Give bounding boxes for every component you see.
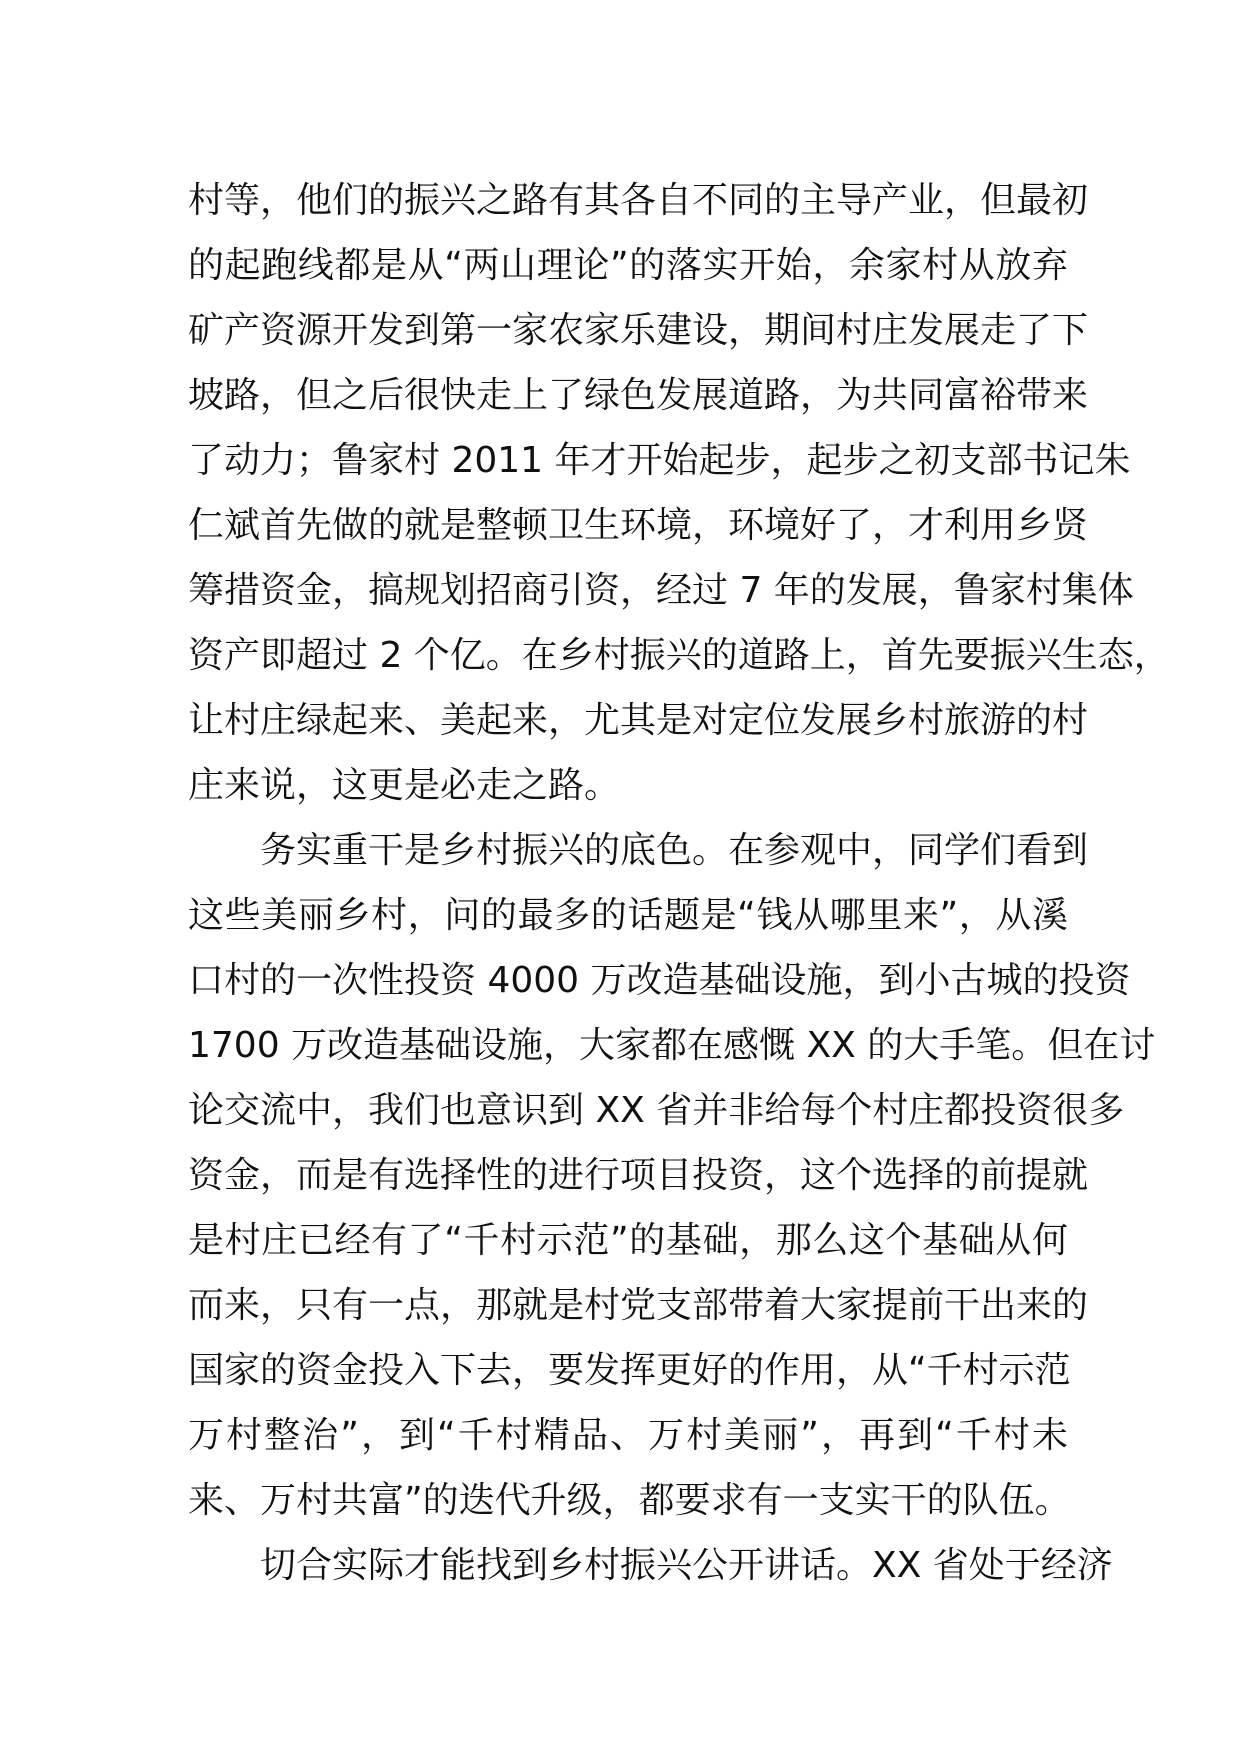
text-line: 资金，而是有选择性的进行项目投资，这个选择的前提就 (188, 1155, 1089, 1196)
text-line: 筹措资金，搞规划招商引资，经过 7 年的发展，鲁家村集体 (188, 570, 1134, 611)
text-line: 论交流中，我们也意识到 XX 省并非给每个村庄都投资很多 (188, 1090, 1125, 1131)
text-line: 仁斌首先做的就是整顿卫生环境，环境好了，才利用乡贤 (188, 505, 1089, 546)
text-line: 这些美丽乡村，问的最多的话题是“钱从哪里来”，从溪 (188, 895, 1068, 936)
text-line: 让村庄绿起来、美起来，尤其是对定位发展乡村旅游的村 (188, 700, 1089, 741)
text-line: 来、万村共富”的迭代升级，都要求有一支实干的队伍。 (188, 1480, 1071, 1521)
text-line: 资产即超过 2 个亿。在乡村振兴的道路上，首先要振兴生态， (188, 635, 1170, 676)
body-text (188, 168, 1170, 1598)
text-line: 国家的资金投入下去，要发挥更好的作用，从“千村示范 (188, 1350, 1071, 1391)
text-line: 是村庄已经有了“千村示范”的基础，那么这个基础从何 (188, 1220, 1068, 1261)
text-line: 的起跑线都是从“两山理论”的落实开始，余家村从放弃 (188, 245, 1068, 286)
text-line: 了动力；鲁家村 2011 年才开始起步，起步之初支部书记朱 (188, 440, 1131, 481)
text-line: 口村的一次性投资 4000 万改造基础设施，到小古城的投资 (188, 960, 1131, 1001)
text-line: 1700 万改造基础设施，大家都在感慨 XX 的大手笔。但在讨 (188, 1025, 1156, 1066)
text-line: 庄来说，这更是必走之路。 (188, 765, 621, 806)
text-line: 矿产资源开发到第一家农家乐建设，期间村庄发展走了下 (188, 310, 1089, 351)
paragraph-first-line: 务实重干是乡村振兴的底色。在参观中，同学们看到 (260, 830, 1089, 871)
text-line: 而来，只有一点，那就是村党支部带着大家提前干出来的 (188, 1285, 1089, 1326)
text-line: 万村整治”，到“千村精品、万村美丽”，再到“千村未 (188, 1415, 1068, 1456)
text-line: 坡路，但之后很快走上了绿色发展道路，为共同富裕带来 (188, 375, 1089, 416)
text-line: 村等，他们的振兴之路有其各自不同的主导产业，但最初 (188, 180, 1089, 221)
paragraph-first-line: 切合实际才能找到乡村振兴公开讲话。XX 省处于经济 (260, 1545, 1113, 1586)
